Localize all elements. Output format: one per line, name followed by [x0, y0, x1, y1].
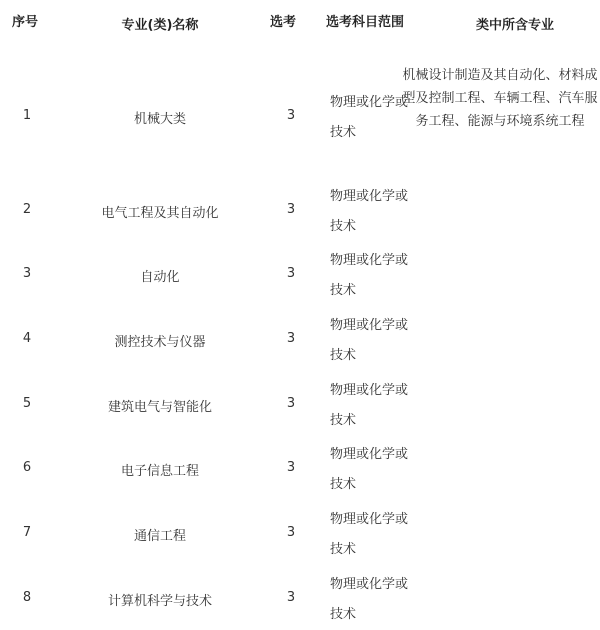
row-number: 3 — [22, 266, 32, 281]
row-subject-range: 物理或化学或技术 — [330, 95, 409, 140]
row-major-name: 机械大类 — [133, 112, 186, 127]
row-subject-range: 物理或化学或技术 — [330, 318, 409, 363]
row-major-name: 计算机科学与技术 — [107, 594, 212, 609]
row-number: 2 — [22, 202, 32, 217]
row-included-majors: 机械设计制造及其自动化、材料成型及控制工程、车辆工程、汽车服务工程、能源与环境系统工程 — [402, 68, 598, 129]
row-number: 5 — [22, 396, 32, 411]
row-number: 1 — [22, 108, 32, 123]
row-major-name: 自动化 — [140, 270, 180, 285]
row-subject-range: 物理或化学或技术 — [330, 189, 409, 234]
row-select-count: 3 — [286, 266, 296, 281]
table-row — [0, 505, 600, 565]
row-major-name: 通信工程 — [133, 529, 186, 544]
row-subject-range: 物理或化学或技术 — [330, 447, 409, 492]
table-row — [0, 182, 600, 242]
header-range: 选考科目范围 — [325, 15, 404, 30]
header-majors: 类中所含专业 — [475, 18, 554, 33]
row-number: 8 — [22, 590, 32, 605]
row-major-name: 建筑电气与智能化 — [107, 400, 212, 415]
row-number: 4 — [22, 331, 32, 346]
row-subject-range: 物理或化学或技术 — [330, 577, 409, 622]
row-major-name: 电子信息工程 — [120, 464, 199, 479]
table-row — [0, 376, 600, 436]
header-seq: 序号 — [11, 15, 38, 30]
table-row — [0, 440, 600, 500]
header-name: 专业(类)名称 — [121, 18, 199, 33]
row-select-count: 3 — [286, 525, 296, 540]
table-row — [0, 246, 600, 306]
row-major-name: 电气工程及其自动化 — [101, 206, 219, 221]
row-major-name: 测控技术与仪器 — [114, 335, 206, 350]
row-select-count: 3 — [286, 590, 296, 605]
row-subject-range: 物理或化学或技术 — [330, 383, 409, 428]
row-select-count: 3 — [286, 460, 296, 475]
row-select-count: 3 — [286, 202, 296, 217]
table-row — [0, 311, 600, 371]
row-select-count: 3 — [286, 331, 296, 346]
table-row — [0, 570, 600, 628]
row-number: 6 — [22, 460, 32, 475]
row-subject-range: 物理或化学或技术 — [330, 253, 409, 298]
row-subject-range: 物理或化学或技术 — [330, 512, 409, 557]
row-select-count: 3 — [286, 396, 296, 411]
row-number: 7 — [22, 525, 32, 540]
row-select-count: 3 — [286, 108, 296, 123]
table-row — [0, 64, 600, 174]
header-select: 选考 — [269, 15, 296, 30]
